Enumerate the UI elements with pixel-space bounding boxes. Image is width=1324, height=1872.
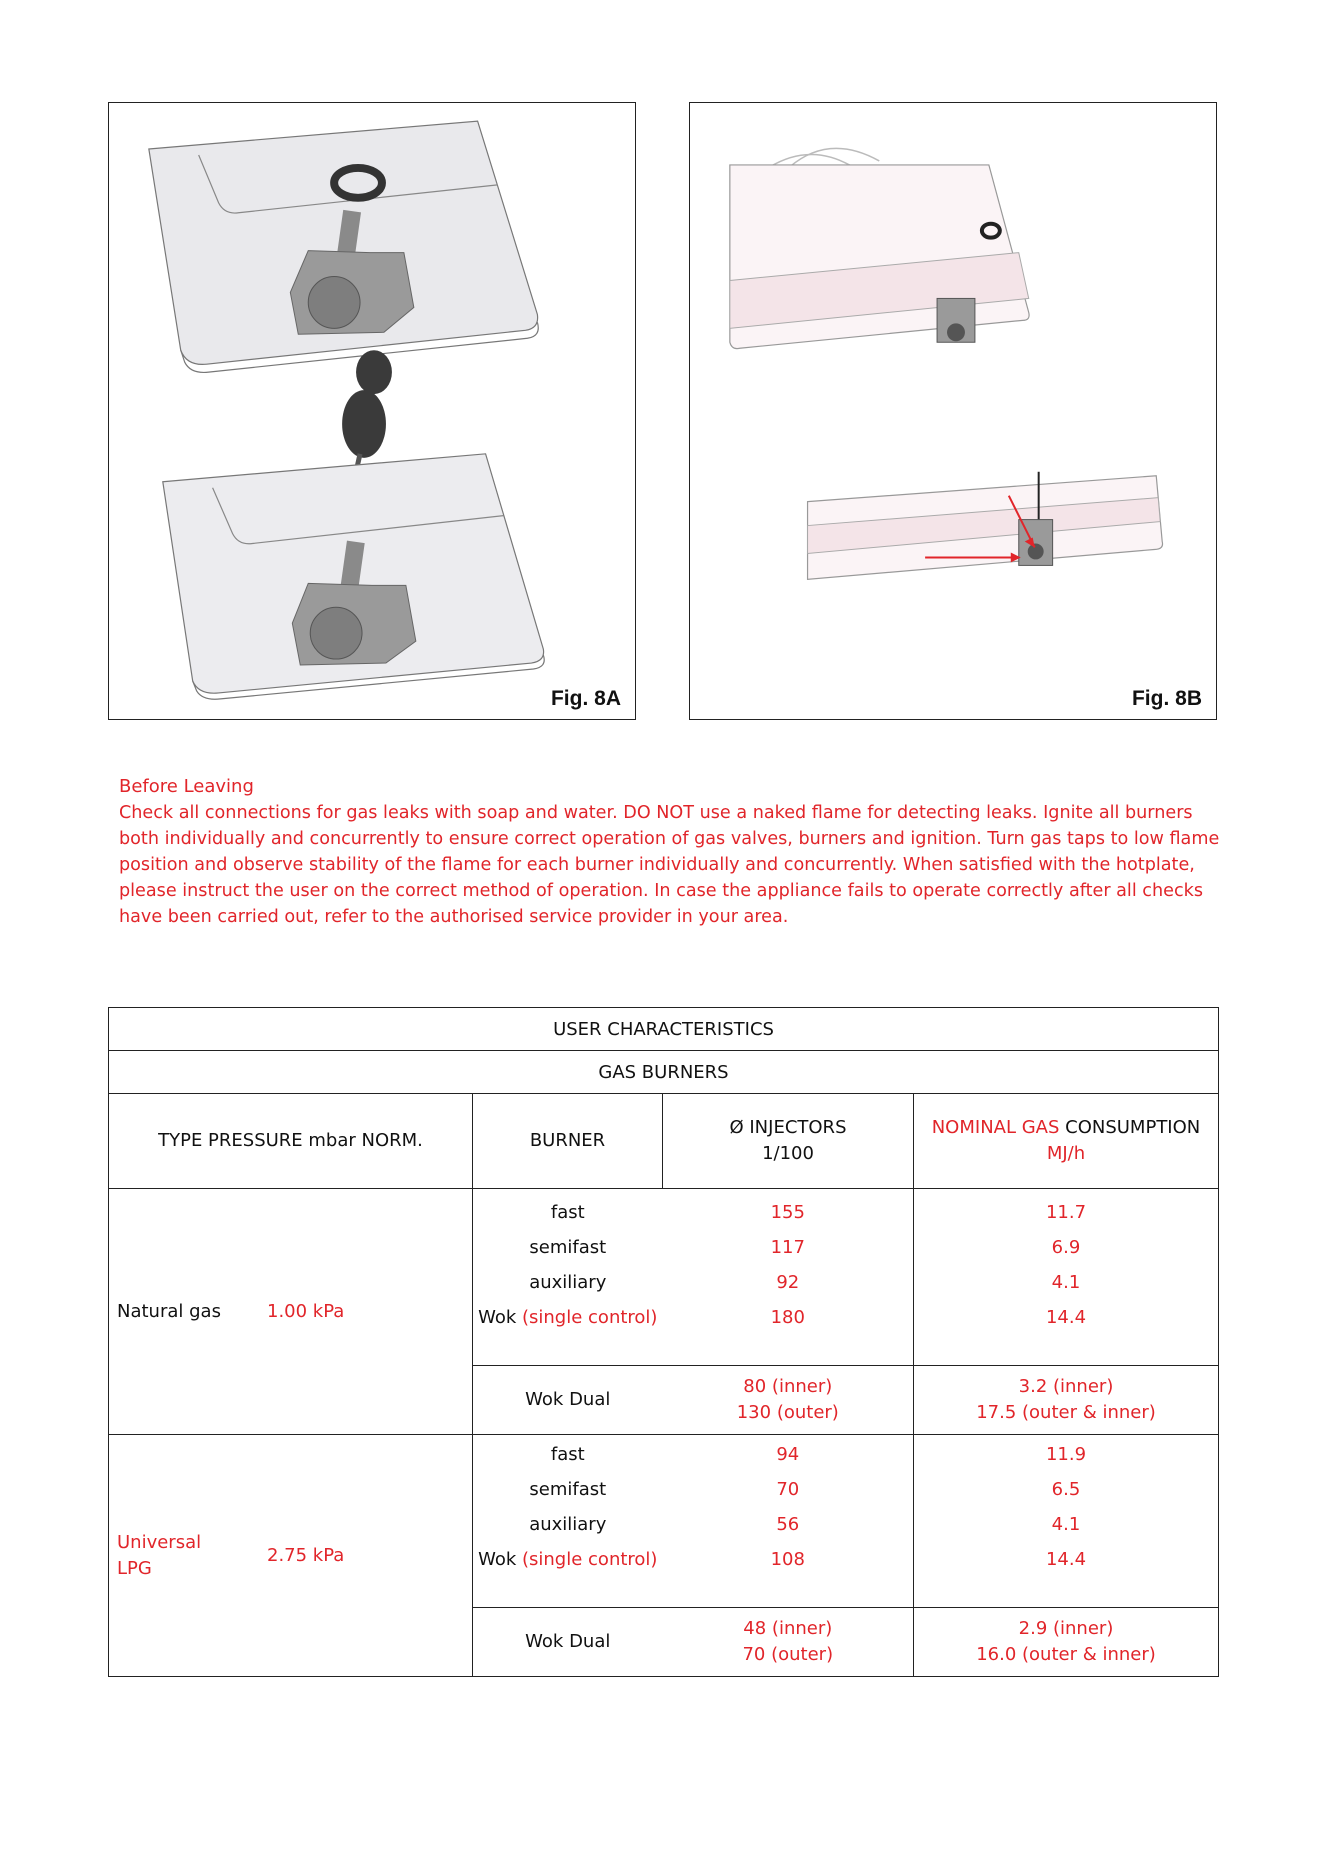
natural-wok-dual: Wok Dual 80 (inner) 130 (outer) <box>473 1366 914 1435</box>
list-item: 70 <box>776 1479 800 1500</box>
before-leaving-notice <box>119 774 1229 930</box>
figure-8a-label: Fig. 8A <box>550 687 621 710</box>
figure-8a-illustration <box>109 103 635 719</box>
list-item: 92 <box>776 1272 800 1293</box>
lpg-wok-dual: Wok Dual 48 (inner) 70 (outer) <box>473 1608 914 1677</box>
natural-consumption-list <box>914 1189 1219 1366</box>
natural-wok-dual-consumption: 3.2 (inner) 17.5 (outer & inner) <box>914 1366 1219 1435</box>
list-item: fast <box>550 1444 585 1465</box>
list-item: semifast <box>529 1479 607 1500</box>
list-item: 4.1 <box>1051 1272 1081 1293</box>
table-title: USER CHARACTERISTICS <box>109 1008 1219 1051</box>
lpg-burner-list <box>473 1435 914 1608</box>
figure-8b <box>689 102 1217 720</box>
user-characteristics-table <box>108 1007 1219 1677</box>
notice-body: Check all connections for gas leaks with soap and water. DO NOT use a naked flame for detecting leaks. Ignite all burners both individually and concurrently to ensure correct operation of gas valves, burners and ignition. Turn gas taps to low flame position and observe stability of the flame for each burner individually and concurrently. When satisfied with the hotplate, please instruct the user on the correct method of operation. In case the appliance fails to operate correctly after all checks have been carried out, refer to the authorised service provider in your area. <box>119 803 1220 927</box>
list-item: 14.4 <box>1045 1307 1087 1328</box>
header-burner: BURNER <box>473 1094 663 1189</box>
header-type-pressure: TYPE PRESSURE mbar NORM. <box>109 1094 473 1189</box>
list-item: 155 <box>770 1202 805 1223</box>
list-item: 11.9 <box>1045 1444 1087 1465</box>
natural-burner-list <box>473 1189 914 1366</box>
figure-8b-illustration <box>690 103 1216 719</box>
gas-type-natural: Natural gas 1.00 kPa <box>109 1189 473 1435</box>
list-item: 11.7 <box>1045 1202 1087 1223</box>
header-injectors: Ø INJECTORS 1/100 <box>663 1094 914 1189</box>
list-item: 94 <box>776 1444 800 1465</box>
list-item: auxiliary <box>529 1272 607 1293</box>
list-item: Wok (single control) <box>478 1549 658 1570</box>
list-item: 6.5 <box>1051 1479 1081 1500</box>
list-item: fast <box>550 1202 585 1223</box>
list-item: auxiliary <box>529 1514 607 1535</box>
list-item: semifast <box>529 1237 607 1258</box>
list-item: 14.4 <box>1045 1549 1087 1570</box>
list-item: Wok (single control) <box>478 1307 658 1328</box>
list-item: 117 <box>770 1237 805 1258</box>
gas-type-lpg: Universal LPG 2.75 kPa <box>109 1435 473 1677</box>
notice-title: Before Leaving <box>119 776 254 797</box>
list-item: 6.9 <box>1051 1237 1081 1258</box>
list-item: 180 <box>770 1307 805 1328</box>
list-item: 4.1 <box>1051 1514 1081 1535</box>
lpg-consumption-list <box>914 1435 1219 1608</box>
lpg-wok-dual-consumption: 2.9 (inner) 16.0 (outer & inner) <box>914 1608 1219 1677</box>
header-consumption: NOMINAL GAS CONSUMPTION MJ/h <box>914 1094 1219 1189</box>
figure-8a <box>108 102 636 720</box>
list-item: 56 <box>776 1514 800 1535</box>
table-subtitle: GAS BURNERS <box>109 1051 1219 1094</box>
list-item: 108 <box>770 1549 805 1570</box>
figure-8b-label: Fig. 8B <box>1131 687 1202 710</box>
